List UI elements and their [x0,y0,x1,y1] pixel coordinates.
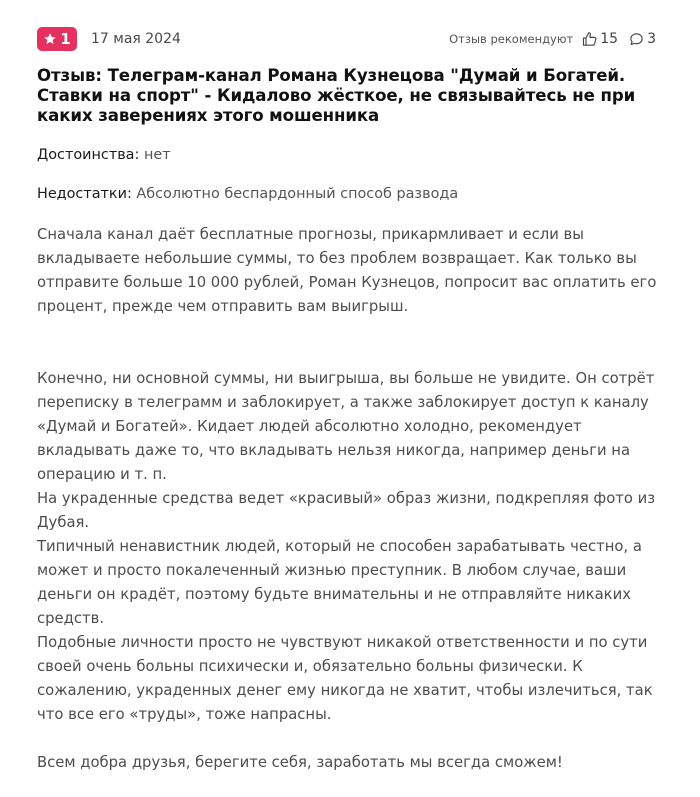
pros-text: нет [143,147,171,163]
body-text: Конечно, ни основной суммы, ни выигрыша, вы больше не увидите. Он сотрёт переписку в телеграмм и заблокирует, а также заблокирует доступ к каналу «Думай и Богатей». Кидает людей абсолютно холодно, рекомендует вкладывать даже то, что вкладывать нельзя никогда, например деньги на операцию и т. п. [37,370,655,483]
body-text: Типичный ненавистник людей, который не способен зарабатывать честно, а может и просто покалеченный жизнью преступник. В любом случае, ваши деньги он крадёт, поэтому будьте внимательны и не отправляйте никаких средств. [37,538,642,627]
cons-text: Абсолютно беспардонный способ развода [136,186,459,202]
likes-count: 15 [600,31,619,47]
review-title: Отзыв: Телеграм-канал Романа Кузнецова "Думай и Богатей. Ставки на спорт" - Кидалово жёсткое, не связывайтесь не при каких заверениях этого мошенника [37,66,636,125]
body-text: Сначала канал даёт бесплатные прогнозы, прикармливает и если вы вкладываете небольшие суммы, то без проблем возвращает. Как только вы отправите больше 10 000 рублей, Роман Кузнецов, попросит вас оплатить его процент, прежде чем отправить вам выигрыш. [37,226,657,315]
review-body-paragraph [37,367,662,727]
pros-section [37,144,664,166]
pros-label: Достоинства: [37,147,140,163]
cons-label: Недостатки: [37,186,132,202]
body-text: Всем добра друзья, берегите себя, заработать мы всегда сможем! [37,754,563,771]
review-body-paragraph [37,223,662,319]
rating-value: 1 [60,30,71,48]
star-icon [43,32,57,46]
body-text: Подобные личности просто не чувствуют никакой ответственности и по сути своей очень больны психически и, обязательно больны физически. К сожалению, украденных денег ему никогда не хватит, чтобы излечиться, так что все его «труды», тоже напрасны. [37,634,653,723]
recommend-label: Отзыв рекомендуют [449,32,574,46]
review-body-paragraph [37,751,662,775]
review-meta [37,26,656,52]
comments-count: 3 [647,31,656,47]
thumbs-up-icon [581,31,598,48]
cons-section [37,183,664,205]
comment-icon [628,31,645,48]
body-text: На украденные средства ведет «красивый» образ жизни, подкрепляя фото из Дубая. [37,490,656,531]
rating-badge [37,27,77,51]
comments-button[interactable] [628,31,656,48]
like-button[interactable] [581,31,618,48]
review-date: 17 мая 2024 [91,31,181,47]
